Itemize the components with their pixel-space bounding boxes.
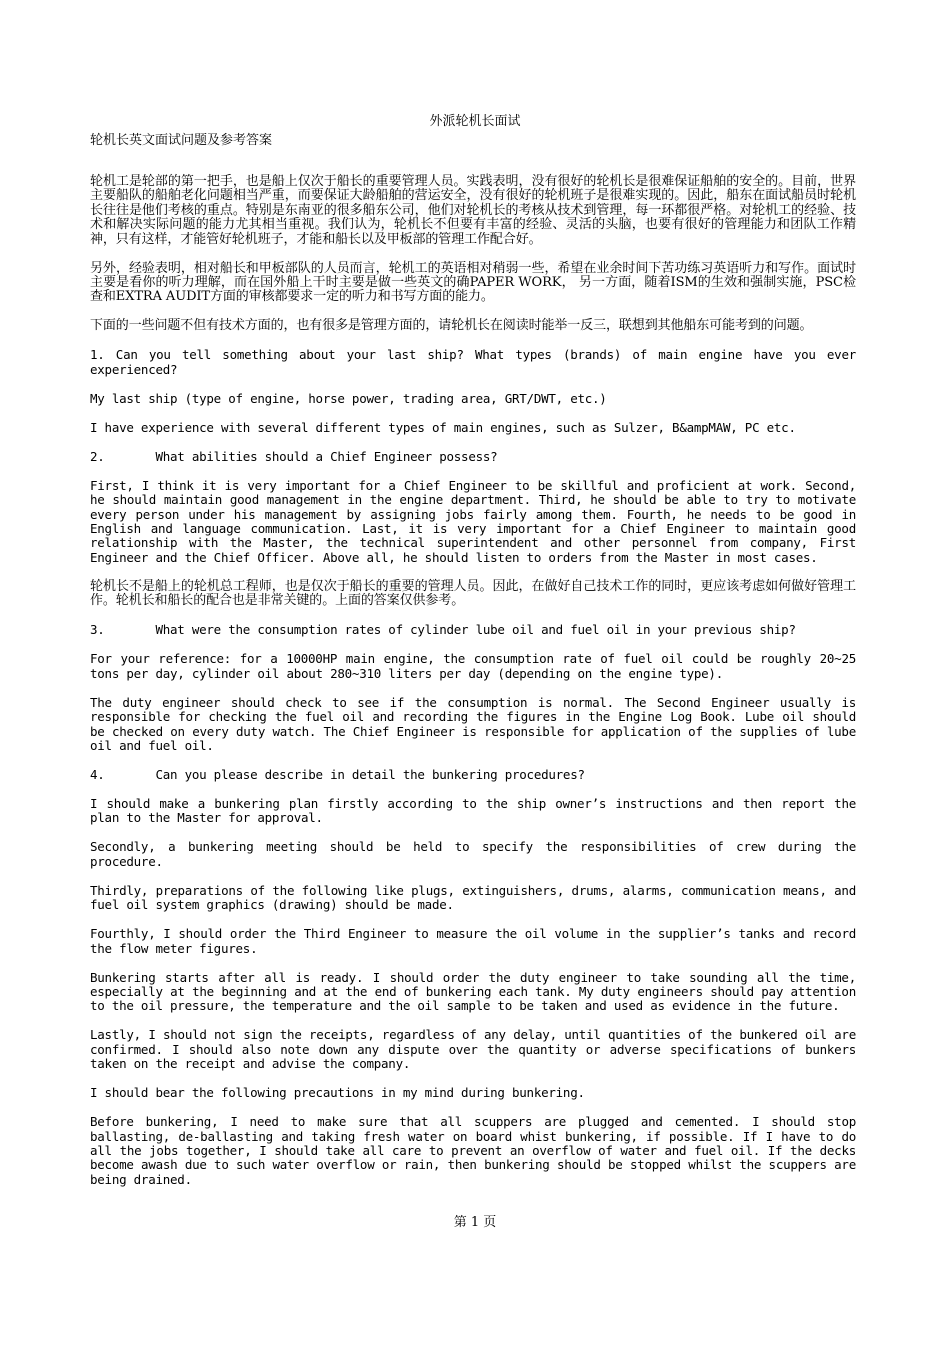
paragraph-english: The duty engineer should check to see if the consumption is normal. The Second Engineer usually is responsible for checking the fuel oil and recording the figures in the Engine Log Book. Lube oil should be checked on every duty watch. The Chief Engineer is responsible for application of the supplies of lube oil and fuel oil. <box>90 694 856 753</box>
question-heading: 3. What were the consumption rates of cylinder lube oil and fuel oil in your previous ship? <box>90 622 796 638</box>
document-subtitle: 轮机长英文面试问题及参考答案 <box>90 133 273 148</box>
page-number: 第 1 页 <box>453 1215 497 1230</box>
paragraph-english: Before bunkering, I need to make sure that all scuppers are plugged and cemented. I should stop ballasting, de-ballasting and taking fresh water on board whist bunkering, if possible. If I have to do all the jobs together, I should take all care to prevent an overflow of water and fuel oil. If the decks become awash due to such water overflow or rain, then bunkering should be stopped whilst the scuppers are being drained. <box>90 1114 856 1187</box>
paragraph-chinese: 轮机长不是船上的轮机总工程师，也是仅次于船长的重要的管理人员。因此，在做好自己技术工作的同时，更应该考虑如何做好管理工作。轮机长和船长的配合也是非常关键的。上面的答案仅供参考。 <box>90 578 856 609</box>
paragraph-english: First, I think it is very important for a Chief Engineer to be skillful and proficient at work. Second, he should maintain good management in the engine department. Third, he should be able to try to motivate every person under his management by assigning jobs fairly among them. Fourth, he needs to be good in English and language communication. Last, it is very important for a Chief Engineer to maintain good relationship with the Master, the technical superintendent and other personnel from company, First Engineer and the Chief Officer. Above all, he should listen to orders from the Master in most cases. <box>90 477 856 565</box>
paragraph-english: I should make a bunkering plan firstly according to the ship owner’s instructions and then report the plan to the Master for approval. <box>90 795 856 826</box>
paragraph-english: Secondly, a bunkering meeting should be held to specify the responsibilities of crew during the procedure. <box>90 839 856 869</box>
question-heading: 2. What abilities should a Chief Engineer possess? <box>90 448 498 464</box>
document-body <box>90 175 856 1202</box>
paragraph-chinese: 轮机工是轮部的第一把手，也是船上仅次于船长的重要管理人员。实践表明，没有很好的轮机长是很难保证船舶的安全的。目前，世界主要船队的船舶老化问题相当严重，而要保证大龄船舶的营运安全，没有很好的轮机班子是很难实现的。因此，船东在面试船员时轮机长往往是他们考核的重点。特别是东南亚的很多船东公司，他们对轮机长的考核从技术到管理，每一环都很严格。对轮机工的经验、技术和解决实际问题的能力尤其相当重视。我们认为，轮机长不但要有丰富的经验、灵活的头脑，也要有很好的管理能力和团队工作精神，只有这样，才能管好轮机班子，才能和船长以及甲板部的管理工作配合好。 <box>90 174 856 247</box>
paragraph-english: I should bear the following precautions in my mind during bunkering. <box>90 1085 585 1101</box>
paragraph-english: I have experience with several different types of main engines, such as Sulzer, B&ampMAW, PC etc. <box>90 419 796 435</box>
paragraph-chinese: 另外，经验表明，相对船长和甲板部队的人员而言，轮机工的英语相对稍弱一些，希望在业余时间下苦功练习英语听力和写作。面试时主要是看你的听力理解，而在国外船上干时主要是做一些英文的确PAPER WORK， 另一方面，随着ISM的生效和强制实施，PSC检查和EXTRA AUDIT方面的审核都要求一定的听力和书写方面的能力。 <box>90 260 856 305</box>
paragraph-english: Lastly, I should not sign the receipts, regardless of any delay, until quantities of the bunkered oil are confirmed. I should also note down any dispute over the quantity or adverse specifications of bunkers taken on the receipt and advise the company. <box>90 1027 856 1072</box>
document-title: 外派轮机长面试 <box>429 114 521 129</box>
paragraph-english: Bunkering starts after all is ready. I should order the duty engineer to take sounding all the time, especially at the beginning and at the end of bunkering each tank. My duty engineers should pay attention to the oil pressure, the temperature and the oil sample to be taken and used as evidence in the future. <box>90 969 856 1014</box>
paragraph-english: Thirdly, preparations of the following like plugs, extinguishers, drums, alarms, communication means, and fuel oil system graphics (drawing) should be made. <box>90 882 856 913</box>
paragraph-english: My last ship (type of engine, horse power, trading area, GRT/DWT, etc.) <box>90 390 607 406</box>
question-heading: 4. Can you please describe in detail the bunkering procedures? <box>90 766 585 782</box>
paragraph-chinese: 下面的一些问题不但有技术方面的，也有很多是管理方面的，请轮机长在阅读时能举一反三，联想到其他船东可能考到的问题。 <box>90 318 813 334</box>
paragraph-english: For your reference: for a 10000HP main engine, the consumption rate of fuel oil could be roughly 20~25 tons per day, cylinder oil about 280~310 liters per day (depending on the engine type). <box>90 651 856 681</box>
paragraph-english: Fourthly, I should order the Third Engineer to measure the oil volume in the supplier’s tanks and record the flow meter figures. <box>90 926 856 956</box>
paragraph-english: 1. Can you tell something about your last ship? What types (brands) of main engine have you ever experienced? <box>90 347 856 377</box>
